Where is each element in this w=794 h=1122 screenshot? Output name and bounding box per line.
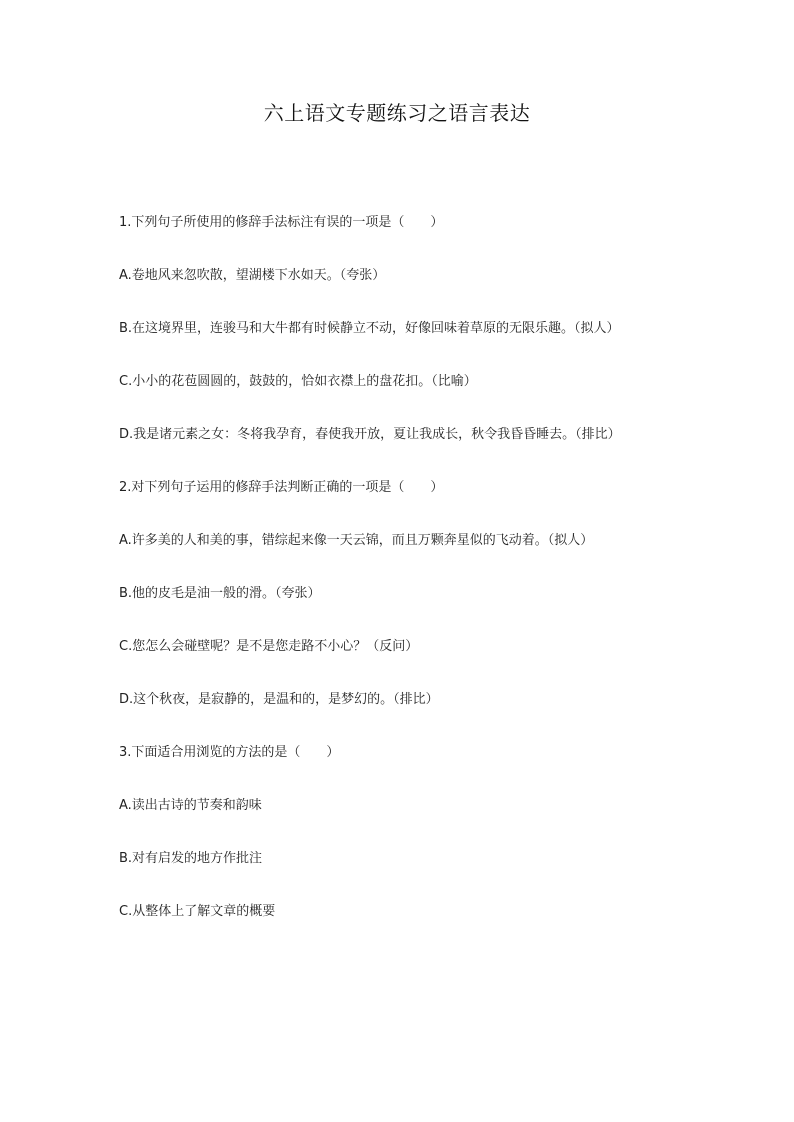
- question-3-option-a: A.读出古诗的节奏和韵味: [119, 798, 262, 813]
- question-2-stem: 2.对下列句子运用的修辞手法判断正确的一项是（ ）: [119, 480, 444, 495]
- question-1-option-c: C.小小的花苞圆圆的，鼓鼓的，恰如衣襟上的盘花扣。（比喻）: [119, 374, 477, 389]
- question-1-option-d: D.我是诸元素之女：冬将我孕育，春使我开放，夏让我成长，秋令我昏昏睡去。（排比）: [119, 427, 621, 442]
- question-1-option-a: A.卷地风来忽吹散，望湖楼下水如天。（夸张）: [119, 268, 386, 283]
- question-1-stem: 1.下列句子所使用的修辞手法标注有误的一项是（ ）: [119, 215, 444, 230]
- question-2-option-a: A.许多美的人和美的事，错综起来像一天云锦，而且万颗奔星似的飞动着。（拟人）: [119, 533, 594, 548]
- question-3-option-b: B.对有启发的地方作批注: [119, 851, 263, 866]
- question-3-option-c: C.从整体上了解文章的概要: [119, 904, 276, 919]
- page-title: 六上语文专题练习之语言表达: [263, 101, 531, 125]
- question-3-stem: 3.下面适合用浏览的方法的是（ ）: [119, 745, 340, 760]
- question-2-option-b: B.他的皮毛是油一般的滑。（夸张）: [119, 586, 321, 601]
- question-1-option-b: B.在这境界里，连骏马和大牛都有时候静立不动，好像回味着草原的无限乐趣。（拟人）: [119, 321, 620, 336]
- question-2-option-c: C.您怎么会碰壁呢？是不是您走路不小心？（反问）: [119, 639, 419, 654]
- question-2-option-d: D.这个秋夜，是寂静的，是温和的，是梦幻的。（排比）: [119, 692, 439, 707]
- question-list: [119, 210, 679, 926]
